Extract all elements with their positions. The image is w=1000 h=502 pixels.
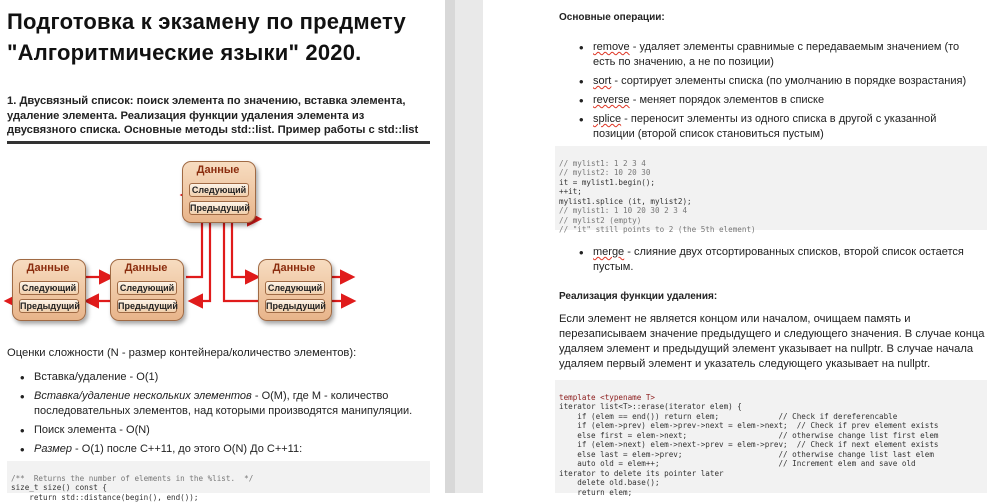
node-prev-field: Предыдущий	[19, 299, 79, 313]
code-line: size_t size() const {	[11, 483, 426, 493]
code-block-erase	[555, 380, 987, 493]
code-line: it = mylist1.begin();	[559, 178, 983, 188]
code-line: return std::distance(begin(), end());	[11, 493, 426, 502]
code-line: delete old.base();	[559, 478, 983, 488]
node-data-label: Данные	[265, 262, 323, 274]
op-name: remove	[593, 41, 630, 53]
item-text: - O(M), где M - количество последовательных элементов, над которыми производятся манипуляции.	[34, 390, 412, 417]
code-line: iterator list<T>::erase(iterator elem) {	[559, 402, 983, 412]
item-term: Вставка/удаление	[34, 371, 127, 383]
code-line: else last = elem->prev; // otherwise change list last elem	[559, 450, 983, 460]
ops-heading: Основные операции:	[559, 12, 665, 23]
item-text: - O(1) после C++11, до этого O(N) До C++11:	[72, 443, 302, 455]
code-line: if (elem == end()) return elem; // Check if dereferencable	[559, 412, 983, 422]
list-node	[182, 161, 256, 223]
list-item	[559, 74, 969, 89]
code-line: return elem;	[559, 488, 983, 498]
code-block-size	[7, 461, 430, 493]
complexity-intro: Оценки сложности (N - размер контейнера/количество элементов):	[7, 346, 356, 361]
code-line: mylist1.splice (it, mylist2);	[559, 197, 983, 207]
section-heading: 1. Двусвязный список: поиск элемента по значению, вставка элемента, удаление элемента. Реализация функции удаления элемента из двусвязного списка. Основные методы std::list. Пример работы с std::list	[7, 94, 432, 138]
list-item	[0, 370, 430, 385]
node-next-field: Следующий	[117, 281, 177, 295]
left-page	[0, 0, 445, 493]
section-divider	[7, 141, 430, 144]
op-name: reverse	[593, 94, 630, 106]
list-item	[559, 112, 969, 142]
title-line-1: Подготовка к экзамену по предмету	[7, 6, 406, 37]
code-line: // mylist1: 1 10 20 30 2 3 4	[559, 206, 983, 216]
ops-list	[559, 40, 969, 146]
code-line: template <typename T>	[559, 393, 983, 403]
node-data-label: Данные	[189, 164, 247, 176]
op-name: sort	[593, 75, 611, 87]
op-text: - слияние двух отсортированных списков, второй список остается пустым.	[593, 246, 964, 273]
node-data-label: Данные	[117, 262, 175, 274]
code-line: ++it;	[559, 187, 983, 197]
item-term: Размер	[34, 443, 72, 455]
complexity-list	[0, 370, 430, 461]
node-prev-field: Предыдущий	[265, 299, 325, 313]
item-term: Поиск элемента	[34, 424, 116, 436]
list-item	[559, 40, 969, 70]
op-text: - удаляет элементы сравнимые с передаваемым значением (то есть по значению, а не по позиции)	[593, 41, 959, 68]
list-item	[559, 245, 969, 275]
item-text: - O(1)	[127, 371, 159, 383]
node-data-label: Данные	[19, 262, 77, 274]
list-node	[12, 259, 86, 321]
doubly-linked-list-diagram	[6, 155, 366, 325]
node-next-field: Следующий	[19, 281, 79, 295]
op-text: - сортирует элементы списка (по умолчанию в порядке возрастания)	[611, 75, 966, 87]
code-line: // mylist1: 1 2 3 4	[559, 159, 983, 169]
page-gutter	[445, 0, 455, 493]
impl-heading: Реализация функции удаления:	[559, 291, 717, 302]
item-term: Вставка/удаление нескольких элементов	[34, 390, 252, 402]
list-item	[559, 93, 969, 108]
code-line: /** Returns the number of elements in the %list. */	[11, 474, 426, 484]
code-line: else first = elem->next; // otherwise change list first elem	[559, 431, 983, 441]
op-text: - меняет порядок элементов в списке	[630, 94, 824, 106]
node-next-field: Следующий	[189, 183, 249, 197]
impl-paragraph: Если элемент не является концом или началом, очищаем память и перезаписываем значение предыдущего и следующего значения. В случае конца удаляем элемент и предыдущий элемент указывает на nullptr. В случае начала удаляем первый элемент и указатель следующего указывает на nullptr.	[559, 312, 987, 372]
node-prev-field: Предыдущий	[189, 201, 249, 215]
node-prev-field: Предыдущий	[117, 299, 177, 313]
op-name: merge	[593, 246, 624, 258]
page-gutter	[455, 0, 483, 493]
arrow-prev-4-3	[224, 219, 258, 301]
list-node	[110, 259, 184, 321]
title-line-2: "Алгоритмические языки" 2020.	[7, 37, 406, 68]
op-text: - переносит элементы из одного списка в другой с указанной позиции (второй список становиться пустым)	[593, 113, 936, 140]
op-name: splice	[593, 113, 621, 125]
page-title	[7, 6, 406, 68]
code-line: if (elem->prev) elem->prev->next = elem->next; // Check if prev element exists	[559, 421, 983, 431]
item-text: - O(N)	[116, 424, 150, 436]
code-line: // "it" still points to 2 (the 5th element)	[559, 225, 983, 235]
code-line: // mylist2 (empty)	[559, 216, 983, 226]
list-item	[0, 442, 430, 457]
list-item	[0, 423, 430, 438]
code-line: if (elem->next) elem->next->prev = elem->prev; // Check if next element exists	[559, 440, 983, 450]
node-next-field: Следующий	[265, 281, 325, 295]
arrow-prev-3-2	[184, 219, 210, 301]
code-block-splice	[555, 146, 987, 230]
ops-list-merge	[559, 245, 969, 279]
right-page	[483, 0, 1000, 493]
code-line: auto old = elem++; // Increment elem and save old	[559, 459, 983, 469]
code-line: // mylist2: 10 20 30	[559, 168, 983, 178]
list-item	[0, 389, 430, 419]
list-node	[258, 259, 332, 321]
code-line: iterator to delete its pointer later	[559, 469, 983, 479]
